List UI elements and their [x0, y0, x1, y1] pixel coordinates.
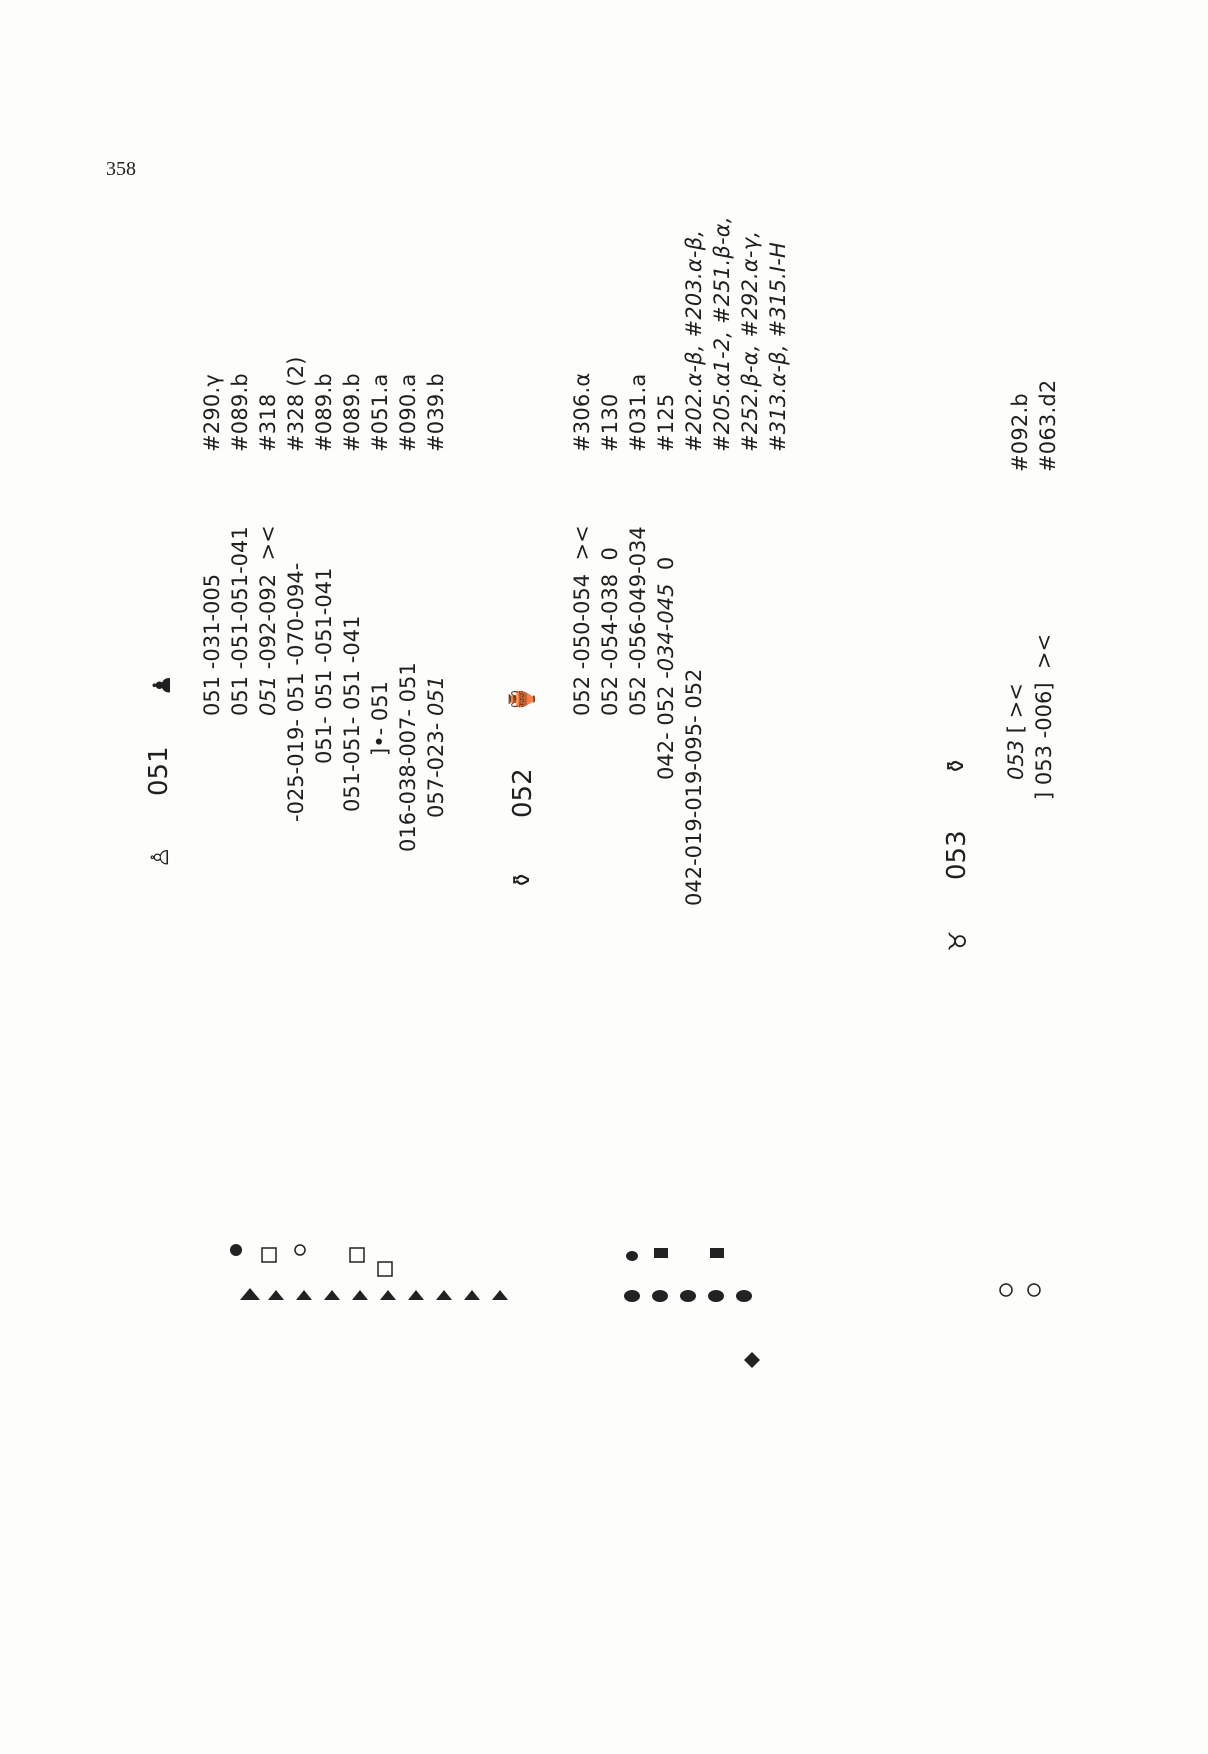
sequence-sign: 053 — [1032, 745, 1056, 786]
sign-051-icon: ♙ — [146, 846, 174, 868]
sequence-mark: >< — [570, 525, 594, 561]
sequence-mark: >< — [256, 525, 280, 561]
sign-053-logo-icon: ⚱ — [942, 755, 970, 776]
sequence-sign: 051 — [368, 681, 392, 722]
reference-053-2: #063.d2 — [1036, 379, 1060, 472]
reference-052-7: #252.β-α, #292.α-γ, — [738, 230, 762, 452]
sequence-right: [ — [1004, 725, 1028, 734]
sequence-left: ] — [1032, 791, 1056, 800]
sequence-right: -006] — [1032, 682, 1056, 739]
reference-051-2: #089.b — [228, 373, 252, 452]
sequence-right: -070-094- — [284, 562, 308, 666]
reference-053-1: #092.b — [1008, 393, 1032, 472]
section-number-053: 053 — [942, 830, 972, 880]
sequence-sign: 051 — [312, 669, 336, 710]
hieroglyph-051-column-icon — [230, 1244, 508, 1300]
sequence-left: -025-019- — [284, 719, 308, 822]
reference-051-6: #089.b — [340, 373, 364, 452]
sequence-mark: >< — [1004, 683, 1028, 719]
sequence-right: -031-005 — [200, 573, 224, 670]
sequence-sign: 051 — [424, 675, 448, 716]
hieroglyph-053-column-icon — [1000, 1284, 1040, 1296]
sequence-sign: 052 — [654, 685, 678, 726]
sequence-mark: 0 — [654, 556, 678, 571]
sequence-sign: 051 — [200, 675, 224, 716]
sequence-right: -056-049-034 — [626, 526, 650, 670]
reference-051-9: #039.b — [424, 373, 448, 452]
reference-051-8: #090.a — [396, 373, 420, 452]
sequence-sign: 051 — [228, 675, 252, 716]
sequence-sign: 051 — [284, 672, 308, 713]
sequence-mark: >< — [1032, 633, 1056, 670]
reference-052-5: #202.α-β, #203.α-β, — [682, 229, 706, 452]
sequence-left: 042-019-019-095- — [682, 715, 706, 906]
reference-052-1: #306.α — [570, 372, 594, 452]
reference-052-4: #125 — [654, 393, 678, 452]
reference-051-1: #290.γ — [200, 374, 224, 452]
sequence-right: -050-054 — [570, 573, 594, 670]
sequence-sign: 052 — [570, 675, 594, 716]
sequence-sign: 051 — [256, 675, 280, 716]
sign-051-logo-icon: ♟ — [148, 674, 176, 696]
sequence-sign: 052 — [598, 675, 622, 716]
sequence-left: 057-023- — [424, 722, 448, 818]
sign-052-icon: ⚱ — [508, 869, 536, 890]
reference-052-3: #031.a — [626, 373, 650, 452]
sign-052-logo-icon: 🏺 — [508, 684, 536, 714]
sequence-right: -051-041 — [312, 567, 336, 663]
sequence-sign: 051 — [396, 662, 420, 703]
sign-053-icon: ♉ — [944, 930, 972, 952]
sequence-sign: 052 — [626, 675, 650, 716]
reference-052-2: #130 — [598, 393, 622, 452]
sequence-left: ]•- — [368, 727, 392, 756]
section-number-052: 052 — [508, 768, 538, 818]
hieroglyph-052-column-icon — [624, 1248, 760, 1368]
reference-051-3: #318 — [256, 393, 280, 452]
reference-052-6: #205.α1-2, #251.β-α, — [710, 216, 734, 452]
reference-052-8: #313.α-β, #315.I-H — [766, 241, 790, 452]
sequence-right: -051-051-041 — [228, 526, 252, 670]
sequence-left: 051-051- — [340, 716, 364, 812]
sequence-sign: 053 — [1004, 739, 1028, 780]
reference-051-7: #051.a — [368, 373, 392, 452]
reference-051-5: #089.b — [312, 373, 336, 452]
reference-051-4: #328 (2) — [284, 356, 308, 452]
sequence-right: -041 — [340, 615, 364, 664]
section-number-051: 051 — [144, 746, 174, 796]
sequence-mark: 0 — [598, 547, 622, 561]
sequence-left: 042- — [654, 732, 678, 780]
sequence-right: -034-045 — [654, 583, 678, 679]
sequence-sign: 051 — [340, 669, 364, 710]
sequence-left: 051- — [312, 716, 336, 764]
page-number: 358 — [106, 158, 136, 180]
sequence-right: -092-092 — [256, 573, 280, 670]
sequence-left: 016-038-007- — [396, 709, 420, 852]
sequence-sign: 052 — [682, 668, 706, 709]
sequence-right: -054-038 — [598, 573, 622, 670]
